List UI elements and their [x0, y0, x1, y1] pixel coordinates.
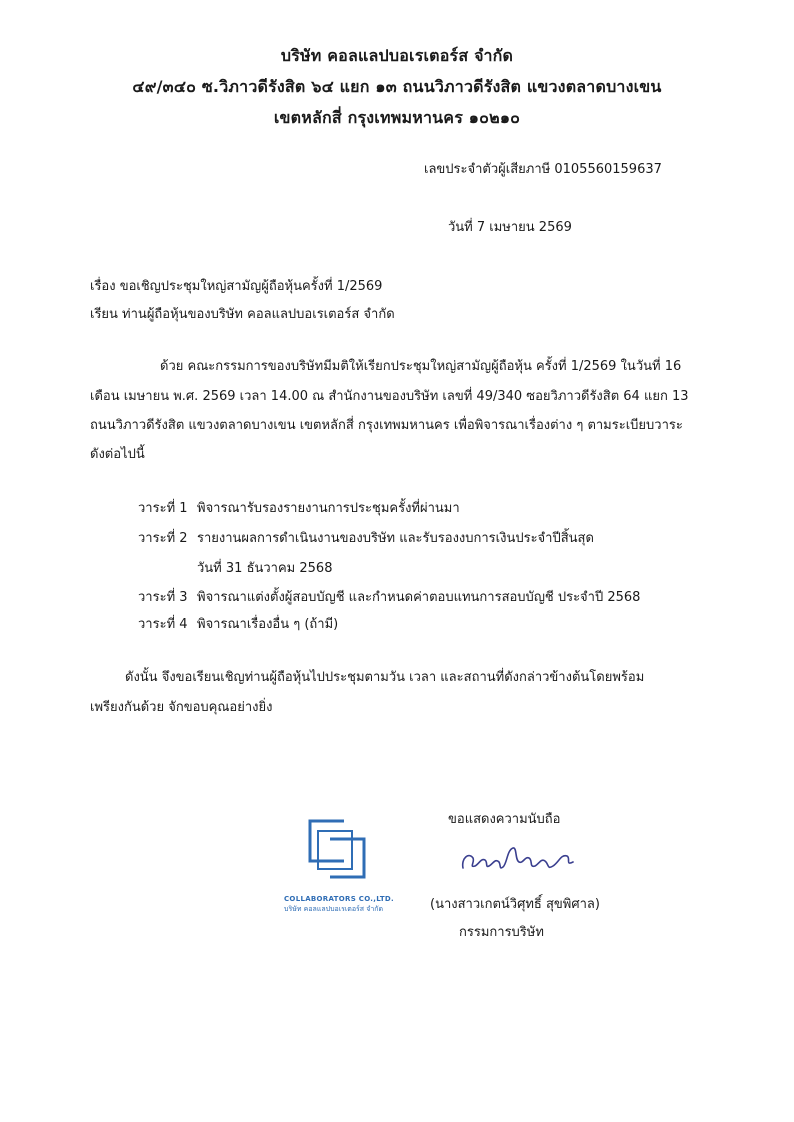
stamp-name-en: COLLABORATORS CO.,LTD. — [284, 895, 394, 903]
body-line-3: ถนนวิภาวดีรังสิต แขวงตลาดบางเขน เขตหลักสี่ กรุงเทพมหานคร เพื่อพิจารณาเรื่องต่าง ๆ ตามระเบียบวาระ — [90, 418, 683, 433]
agenda-text-3: พิจารณาแต่งตั้งผู้สอบบัญชี และกำหนดค่าตอบแทนการสอบบัญชี ประจำปี 2568 — [197, 590, 641, 605]
body-line-2: เดือน เมษายน พ.ศ. 2569 เวลา 14.00 ณ สำนักงานของบริษัท เลขที่ 49/340 ซอยวิภาวดีรังสิต 64 แยก 13 — [90, 389, 689, 404]
handwritten-signature — [455, 840, 585, 880]
agenda-text-2-continued: วันที่ 31 ธันวาคม 2568 — [197, 561, 333, 576]
sign-off-regards: ขอแสดงความนับถือ — [448, 812, 561, 827]
collaborators-logo-icon — [282, 815, 392, 895]
body-line-4: ดังต่อไปนี้ — [90, 447, 145, 462]
company-address-line2: เขตหลักสี่ กรุงเทพมหานคร ๑๐๒๑๐ — [273, 108, 521, 127]
company-name: บริษัท คอลแลปบอเรเตอร์ส จำกัด — [280, 46, 514, 65]
subject-line: เรื่อง ขอเชิญประชุมใหญ่สามัญผู้ถือหุ้นครั้งที่ 1/2569 — [90, 279, 383, 294]
signer-name: (นางสาวเกตน์วิศุทธิ์ สุขพิศาล) — [430, 897, 600, 912]
body-line-1: ด้วย คณะกรรมการของบริษัทมีมติให้เรียกประชุมใหญ่สามัญผู้ถือหุ้น ครั้งที่ 1/2569 ในวันที่ 16 — [160, 359, 682, 374]
agenda-number-2: วาระที่ 2 — [138, 531, 188, 546]
closing-line-1: ดังนั้น จึงขอเรียนเชิญท่านผู้ถือหุ้นไปประชุมตามวัน เวลา และสถานที่ดังกล่าวข้างต้นโดยพร้อม — [125, 670, 645, 685]
agenda-number-4: วาระที่ 4 — [138, 617, 188, 632]
recipient-line: เรียน ท่านผู้ถือหุ้นของบริษัท คอลแลปบอเรเตอร์ส จำกัด — [90, 307, 395, 322]
closing-line-2: เพรียงกันด้วย จักขอบคุณอย่างยิ่ง — [90, 700, 273, 715]
stamp-name-th: บริษัท คอลแลปบอเรเตอร์ส จำกัด — [284, 905, 384, 913]
agenda-number-3: วาระที่ 3 — [138, 590, 188, 605]
company-address-line1: ๔๙/๓๔๐ ซ.วิภาวดีรังสิต ๖๔ แยก ๑๓ ถนนวิภาวดีรังสิต แขวงตลาดบางเขน — [132, 77, 662, 96]
signer-title: กรรมการบริษัท — [459, 925, 544, 940]
company-stamp — [282, 815, 392, 915]
agenda-text-1: พิจารณารับรองรายงานการประชุมครั้งที่ผ่านมา — [197, 501, 460, 516]
tax-id: เลขประจำตัวผู้เสียภาษี 0105560159637 — [424, 162, 662, 177]
agenda-number-1: วาระที่ 1 — [138, 501, 188, 516]
letter-date: วันที่ 7 เมษายน 2569 — [448, 220, 572, 235]
agenda-text-4: พิจารณาเรื่องอื่น ๆ (ถ้ามี) — [197, 617, 339, 632]
agenda-text-2: รายงานผลการดำเนินงานของบริษัท และรับรองงบการเงินประจำปีสิ้นสุด — [197, 531, 594, 546]
